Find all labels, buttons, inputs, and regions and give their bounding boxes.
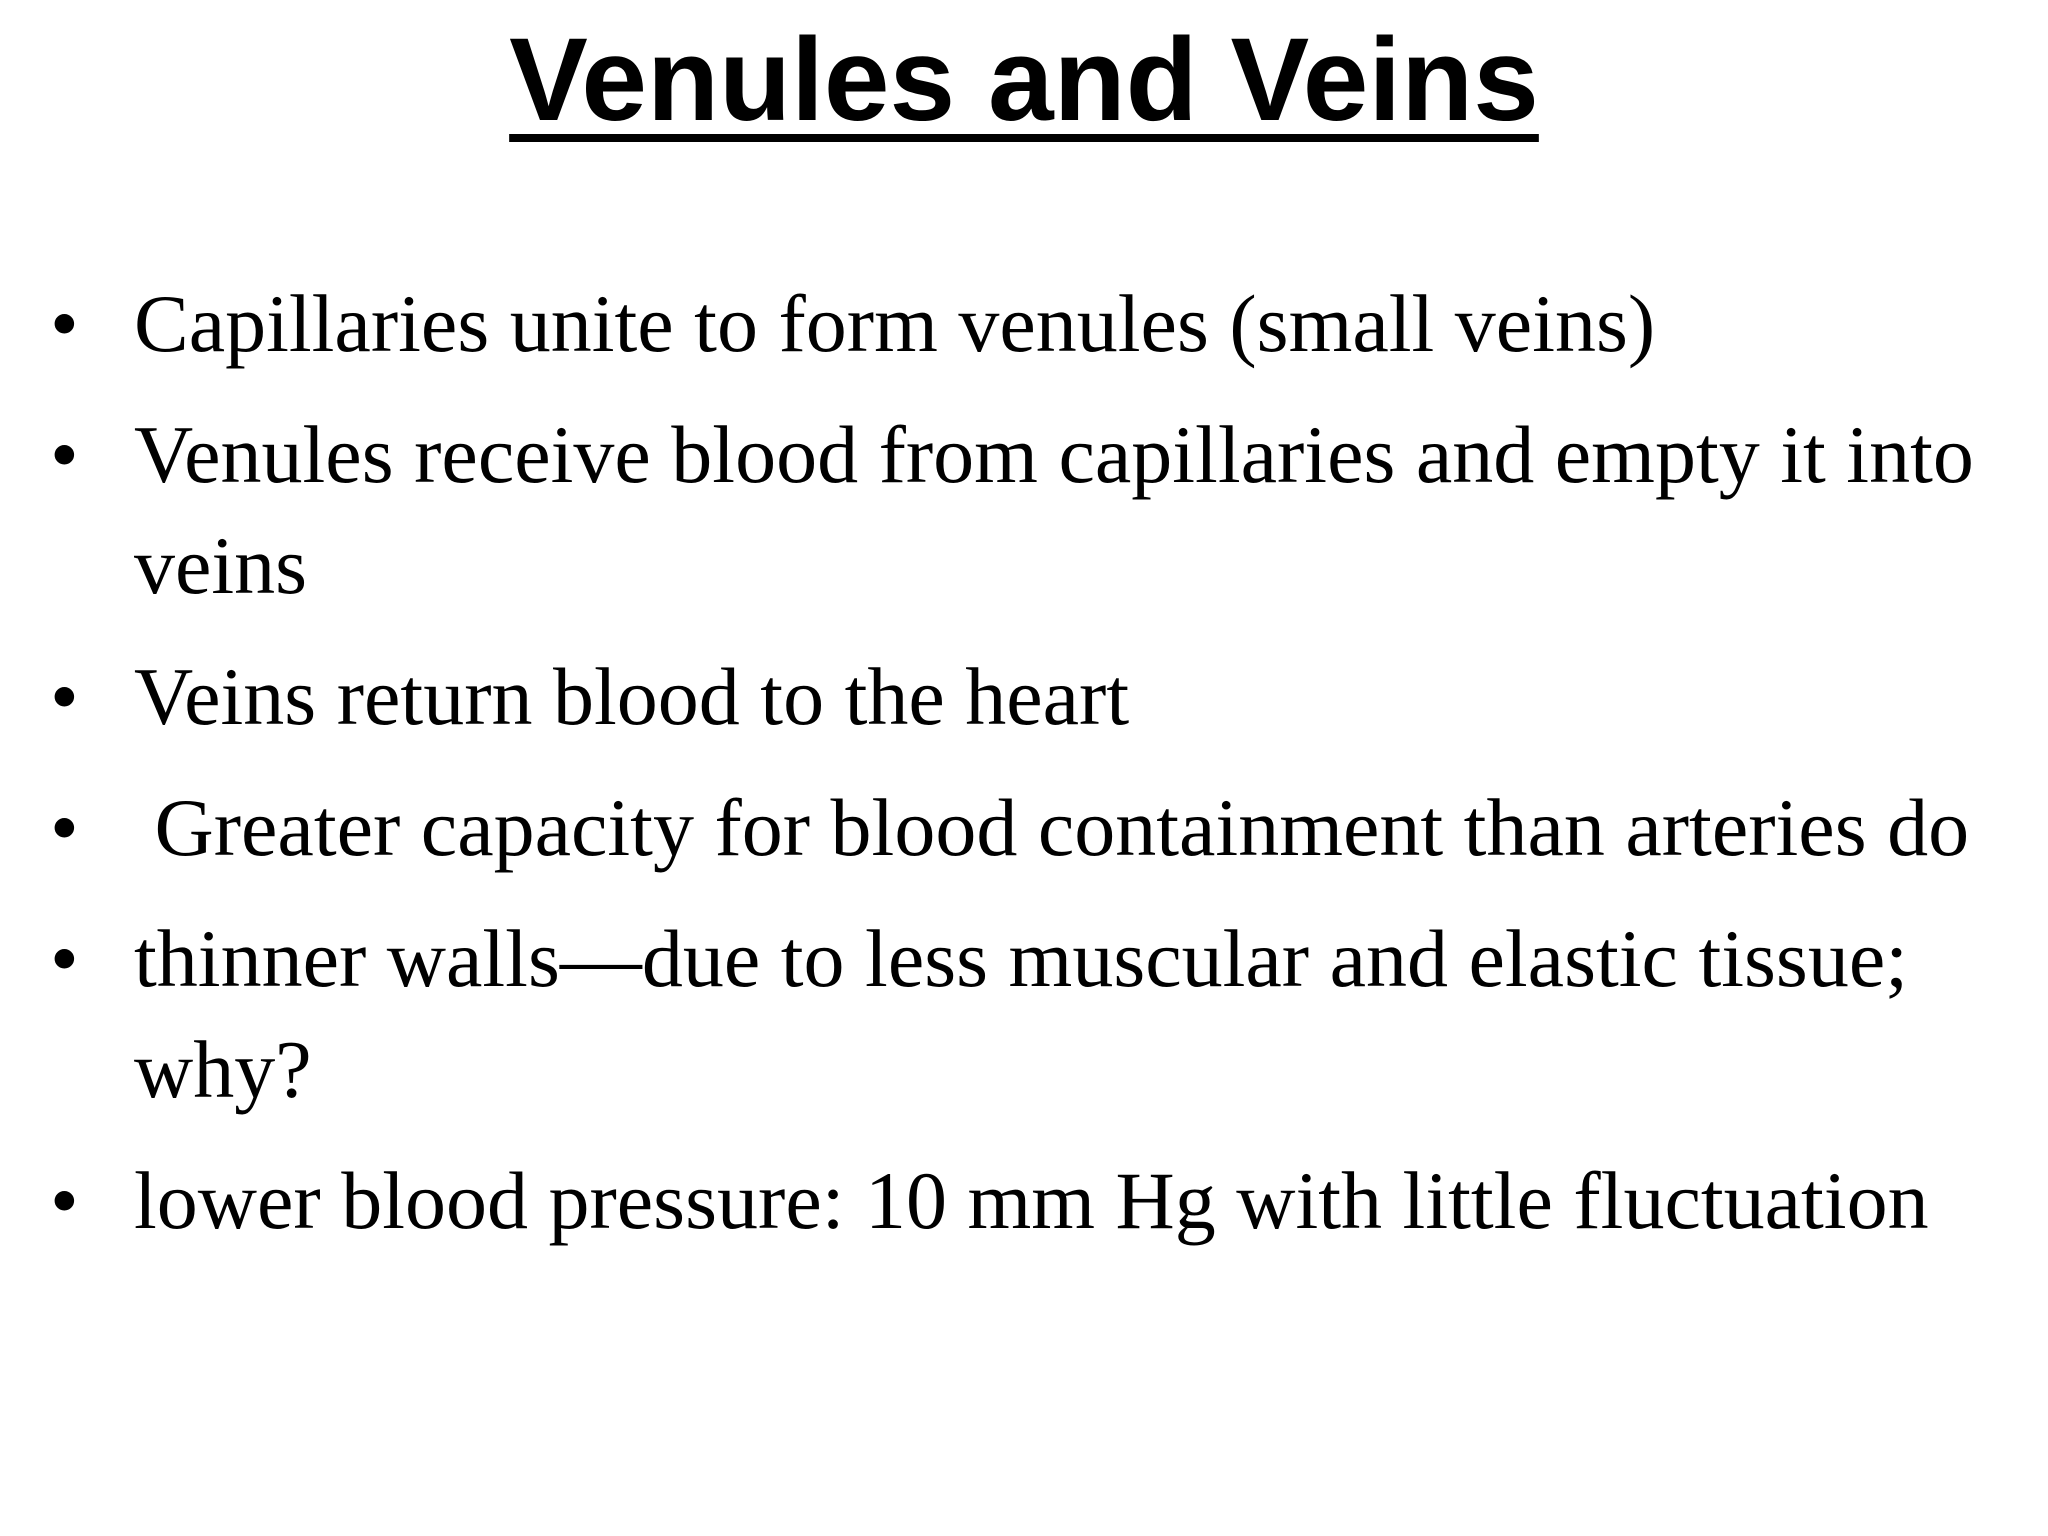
- bullet-text: Greater capacity for blood containment than arteries do: [134, 782, 1970, 873]
- bullet-icon: •: [50, 278, 79, 369]
- bullet-text: thinner walls—due to less muscular and elastic tissue; why?: [134, 913, 1909, 1115]
- bullet-icon: •: [50, 913, 79, 1004]
- bullet-item: [0, 399, 2048, 621]
- slide-title: [0, 10, 2048, 150]
- bullet-item: [0, 903, 2048, 1125]
- bullet-item: [0, 1145, 2048, 1256]
- bullet-icon: •: [50, 1155, 79, 1246]
- bullet-icon: •: [50, 409, 79, 500]
- bullet-list: [0, 268, 2048, 1276]
- bullet-icon: •: [50, 651, 79, 742]
- slide-title-text: Venules and Veins: [509, 14, 1539, 146]
- bullet-text: Capillaries unite to form venules (small veins): [134, 278, 1656, 369]
- bullet-icon: •: [50, 782, 79, 873]
- bullet-text: Venules receive blood from capillaries and empty it into veins: [134, 409, 1974, 611]
- bullet-text: lower blood pressure: 10 mm Hg with little fluctuation: [134, 1155, 1929, 1246]
- bullet-text: Veins return blood to the heart: [134, 651, 1130, 742]
- bullet-item: [0, 641, 2048, 752]
- bullet-item: [0, 268, 2048, 379]
- bullet-item: [0, 772, 2048, 883]
